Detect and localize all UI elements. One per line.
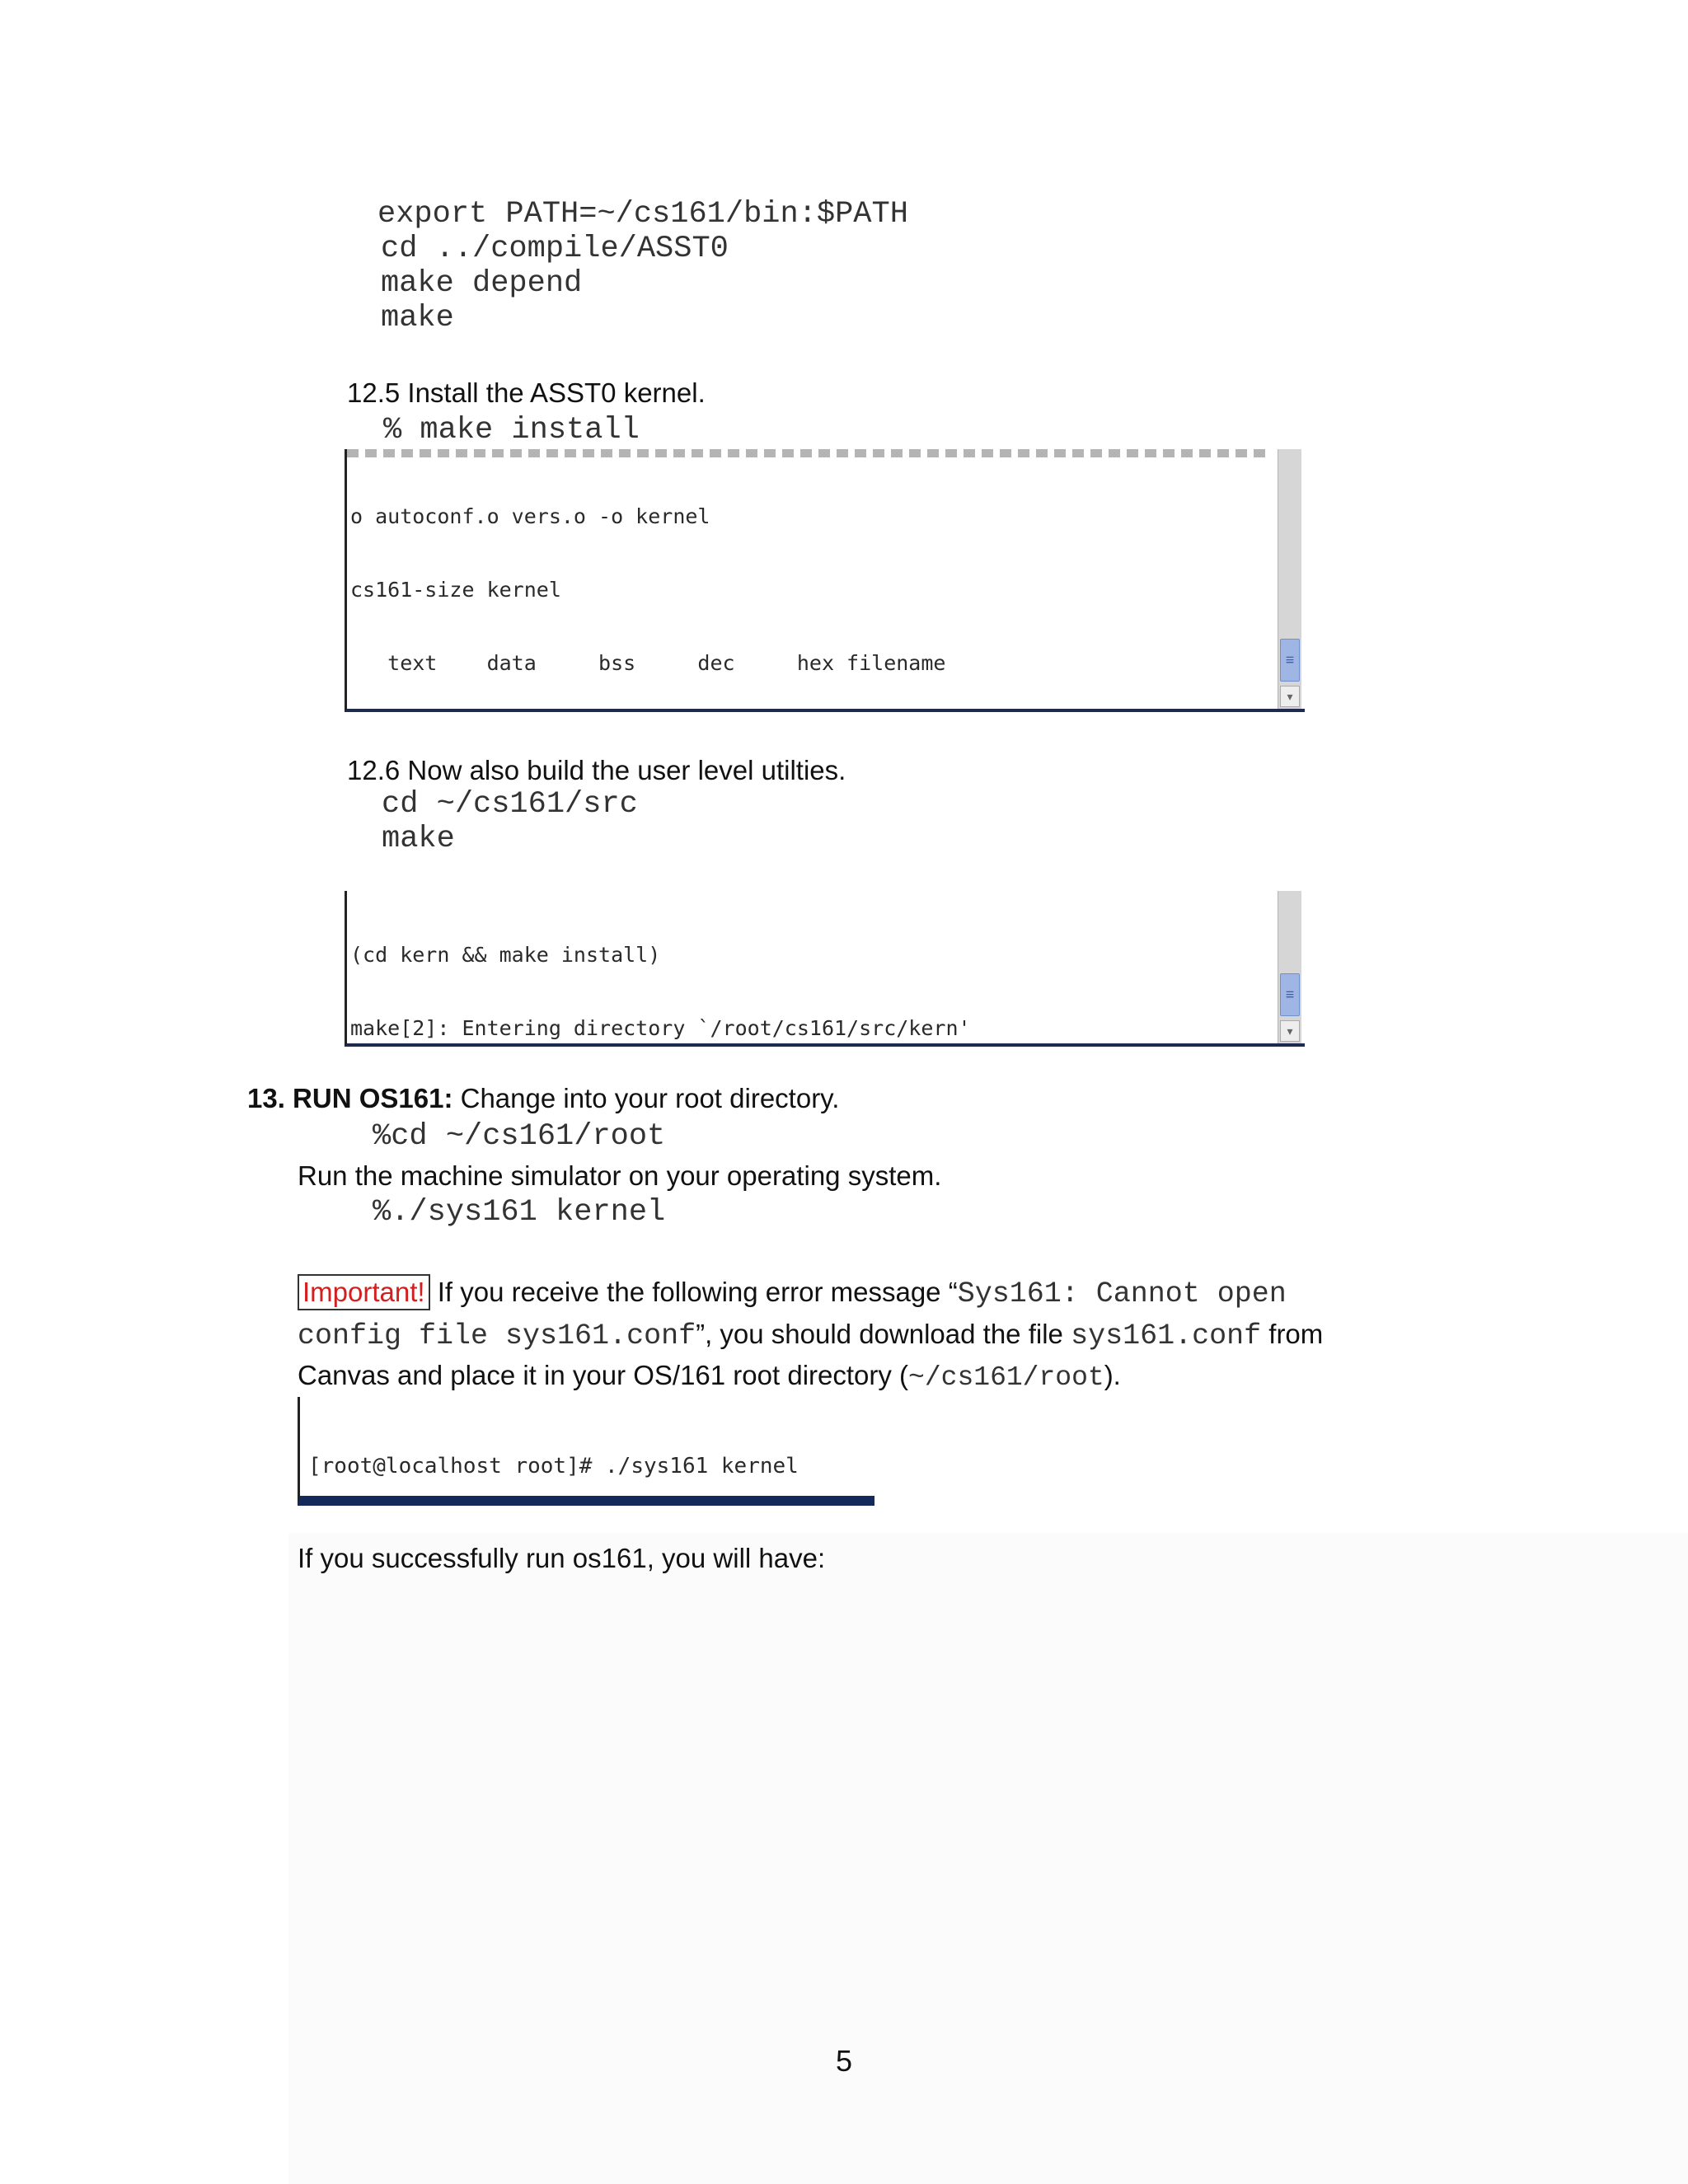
scroll-down-arrow-icon[interactable]: ▾: [1280, 686, 1300, 707]
src-commands: [382, 787, 638, 856]
terminal-line: text data bss dec hex filename: [350, 650, 946, 675]
run-kernel-command: %./sys161 kernel: [373, 1195, 666, 1230]
root-directory-path: ~/cs161/root: [908, 1362, 1104, 1393]
step-12-5-heading: 12.5 Install the ASST0 kernel.: [347, 377, 706, 408]
code-line: cd ../compile/ASST0: [381, 232, 729, 266]
terminal-scrollbar[interactable]: [1278, 891, 1301, 1043]
terminal-src-output: [345, 891, 1305, 1047]
important-text: ).: [1104, 1360, 1121, 1390]
important-badge: Important!: [298, 1274, 430, 1310]
important-line-3: [298, 1355, 1121, 1399]
terminal-lines: [350, 456, 959, 712]
terminal-lines: [350, 894, 971, 1047]
make-install-command: % make install: [383, 413, 640, 448]
terminal-install-output: [345, 449, 1305, 712]
config-file-name: sys161.conf: [1071, 1319, 1262, 1352]
important-text: Canvas and place it in your OS/161 root directory (: [298, 1360, 909, 1390]
terminal-lines: [308, 1404, 863, 1506]
build-commands: [377, 197, 908, 335]
terminal-line: [root@localhost root]# ./sys161 kernel: [308, 1454, 799, 1479]
important-text: If you receive the following error message “: [437, 1277, 958, 1307]
step-13-label: 13. RUN OS161:: [247, 1083, 453, 1113]
scrollbar-thumb[interactable]: [1280, 639, 1300, 682]
page-shade: [288, 1533, 1688, 2184]
important-line-1: [298, 1272, 1287, 1315]
important-text: ”, you should download the file: [696, 1319, 1071, 1349]
terminal-scrollbar[interactable]: [1278, 449, 1301, 709]
terminal-line: cs161-size kernel: [350, 577, 561, 602]
step-12-6-heading: 12.6 Now also build the user level utilties.: [347, 755, 846, 785]
terminal-line: (cd kern && make install): [350, 943, 661, 968]
code-line: export PATH=~/cs161/bin:$PATH: [377, 197, 908, 232]
code-line: cd ~/cs161/src: [382, 787, 638, 822]
step-13-line: [247, 1078, 839, 1119]
step-13-text: Change into your root directory.: [460, 1083, 840, 1113]
terminal-line: o autoconf.o vers.o -o kernel: [350, 504, 710, 529]
error-message-code: Sys161: Cannot open: [957, 1277, 1287, 1310]
code-line: make: [382, 822, 455, 856]
code-line: make: [381, 301, 454, 335]
terminal-error-output: [298, 1397, 874, 1506]
important-line-2: [298, 1314, 1323, 1357]
terminal-line: make[2]: Entering directory `/root/cs161/src/kern': [350, 1015, 971, 1040]
scroll-down-arrow-icon[interactable]: ▾: [1280, 1020, 1300, 1042]
cd-root-command: %cd ~/cs161/root: [373, 1119, 666, 1154]
scrollbar-thumb[interactable]: [1280, 973, 1300, 1016]
important-text: from: [1261, 1319, 1324, 1349]
error-message-code: config file sys161.conf: [298, 1319, 696, 1352]
code-line: make depend: [381, 266, 583, 301]
success-text: If you successfully run os161, you will have:: [298, 1543, 826, 1573]
run-simulator-text: Run the machine simulator on your operating system.: [298, 1160, 942, 1191]
page-number: 5: [835, 2044, 853, 2078]
